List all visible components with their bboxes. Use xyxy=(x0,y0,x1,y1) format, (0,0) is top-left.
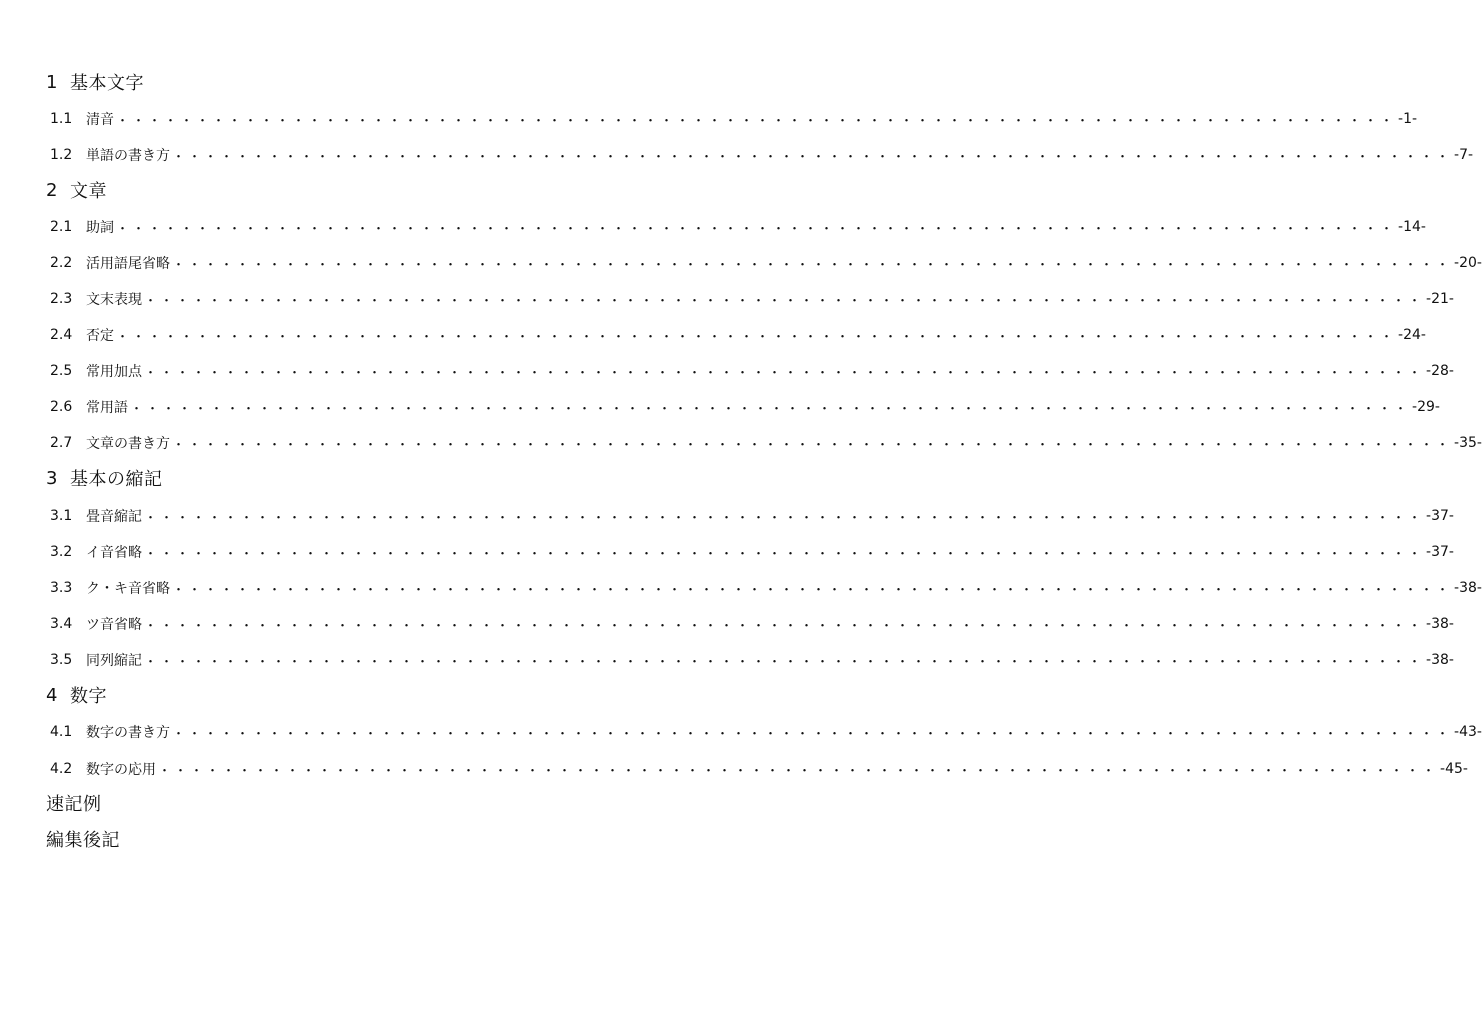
toc-chapter-examples[interactable] xyxy=(46,791,102,815)
section-title: 数字の書き方 xyxy=(86,725,170,741)
page-number: -24- xyxy=(1398,327,1426,343)
toc-section-4-2[interactable] xyxy=(50,757,1468,781)
toc-section-2-6[interactable] xyxy=(50,395,1440,419)
toc-section-4-1[interactable] xyxy=(50,720,1482,744)
chapter-title: 文章 xyxy=(70,181,107,202)
dot-leader: ・・・・・・・・・・・・・・・・・・・・・・・・・・・・・・・・・・・・・・・・・・・・・・・・・・・・・・・・・・・・・・・・・・・・・・・・・・・・・・・・ xyxy=(172,437,1453,453)
toc-chapter-2[interactable] xyxy=(46,178,107,202)
dot-leader: ・・・・・・・・・・・・・・・・・・・・・・・・・・・・・・・・・・・・・・・・・・・・・・・・・・・・・・・・・・・・・・・・・・・・・・・・・・・・・・・・ xyxy=(144,654,1425,670)
section-number: 2.5 xyxy=(50,363,73,379)
toc-section-3-4[interactable] xyxy=(50,612,1454,636)
page-number: -38- xyxy=(1426,652,1454,668)
chapter-title: 数字 xyxy=(70,686,107,707)
page-number: -14- xyxy=(1398,219,1426,235)
page-number: -45- xyxy=(1440,761,1468,777)
chapter-number: 3 xyxy=(46,467,58,489)
dot-leader: ・・・・・・・・・・・・・・・・・・・・・・・・・・・・・・・・・・・・・・・・・・・・・・・・・・・・・・・・・・・・・・・・・・・・・・・・・・・・・・・・ xyxy=(144,293,1425,309)
page-number: -1- xyxy=(1398,111,1418,127)
dot-leader: ・・・・・・・・・・・・・・・・・・・・・・・・・・・・・・・・・・・・・・・・・・・・・・・・・・・・・・・・・・・・・・・・・・・・・・・・・・・・・・・・ xyxy=(172,257,1453,273)
section-number: 3.3 xyxy=(50,580,73,596)
dot-leader: ・・・・・・・・・・・・・・・・・・・・・・・・・・・・・・・・・・・・・・・・・・・・・・・・・・・・・・・・・・・・・・・・・・・・・・・・・・・・・・・・ xyxy=(144,618,1425,634)
page-number: -38- xyxy=(1426,616,1454,632)
dot-leader: ・・・・・・・・・・・・・・・・・・・・・・・・・・・・・・・・・・・・・・・・・・・・・・・・・・・・・・・・・・・・・・・・・・・・・・・・・・・・・・・・ xyxy=(144,365,1425,381)
section-title: 数字の応用 xyxy=(86,762,156,778)
page-number: -37- xyxy=(1426,508,1454,524)
page-number: -20- xyxy=(1454,255,1482,271)
page-number: -28- xyxy=(1426,363,1454,379)
section-title: 清音 xyxy=(86,112,114,128)
toc-section-1-2[interactable] xyxy=(50,143,1474,167)
page-number: -38- xyxy=(1454,580,1482,596)
toc-section-2-1[interactable] xyxy=(50,215,1426,239)
dot-leader: ・・・・・・・・・・・・・・・・・・・・・・・・・・・・・・・・・・・・・・・・・・・・・・・・・・・・・・・・・・・・・・・・・・・・・・・・・・・・・・・・ xyxy=(172,582,1453,598)
section-number: 2.3 xyxy=(50,291,73,307)
toc-section-3-5[interactable] xyxy=(50,648,1454,672)
section-title: 畳音縮記 xyxy=(86,509,142,525)
section-title: 単語の書き方 xyxy=(86,148,170,164)
section-title: 文末表現 xyxy=(86,292,142,308)
toc-section-2-5[interactable] xyxy=(50,359,1454,383)
chapter-number: 2 xyxy=(46,179,58,201)
page-number: -29- xyxy=(1412,399,1440,415)
toc-chapter-afterword[interactable] xyxy=(46,827,120,851)
dot-leader: ・・・・・・・・・・・・・・・・・・・・・・・・・・・・・・・・・・・・・・・・・・・・・・・・・・・・・・・・・・・・・・・・・・・・・・・・・・・・・・・・ xyxy=(172,149,1453,165)
section-number: 3.5 xyxy=(50,652,73,668)
dot-leader: ・・・・・・・・・・・・・・・・・・・・・・・・・・・・・・・・・・・・・・・・・・・・・・・・・・・・・・・・・・・・・・・・・・・・・・・・・・・・・・・・ xyxy=(172,726,1453,742)
section-title: 常用語 xyxy=(86,400,128,416)
dot-leader: ・・・・・・・・・・・・・・・・・・・・・・・・・・・・・・・・・・・・・・・・・・・・・・・・・・・・・・・・・・・・・・・・・・・・・・・・・・・・・・・・ xyxy=(144,546,1425,562)
chapter-number: 4 xyxy=(46,684,58,706)
section-number: 2.4 xyxy=(50,327,73,343)
section-number: 3.2 xyxy=(50,544,73,560)
toc-section-3-3[interactable] xyxy=(50,576,1482,600)
dot-leader: ・・・・・・・・・・・・・・・・・・・・・・・・・・・・・・・・・・・・・・・・・・・・・・・・・・・・・・・・・・・・・・・・・・・・・・・・・・・・・・・・ xyxy=(116,113,1397,129)
toc-section-2-7[interactable] xyxy=(50,431,1482,455)
dot-leader: ・・・・・・・・・・・・・・・・・・・・・・・・・・・・・・・・・・・・・・・・・・・・・・・・・・・・・・・・・・・・・・・・・・・・・・・・・・・・・・・・ xyxy=(144,510,1425,526)
section-number: 3.4 xyxy=(50,616,73,632)
section-number: 2.1 xyxy=(50,219,73,235)
toc-section-3-1[interactable] xyxy=(50,504,1454,528)
section-title: 文章の書き方 xyxy=(86,436,170,452)
section-number: 2.6 xyxy=(50,399,73,415)
toc-section-2-4[interactable] xyxy=(50,323,1426,347)
section-title: ツ音省略 xyxy=(86,617,142,633)
toc-chapter-3[interactable] xyxy=(46,466,163,490)
dot-leader: ・・・・・・・・・・・・・・・・・・・・・・・・・・・・・・・・・・・・・・・・・・・・・・・・・・・・・・・・・・・・・・・・・・・・・・・・・・・・・・・・ xyxy=(116,329,1397,345)
page-number: -35- xyxy=(1454,435,1482,451)
section-title: 助詞 xyxy=(86,220,114,236)
toc-section-1-1[interactable] xyxy=(50,107,1418,131)
section-title: 常用加点 xyxy=(86,364,142,380)
toc-section-3-2[interactable] xyxy=(50,540,1454,564)
dot-leader: ・・・・・・・・・・・・・・・・・・・・・・・・・・・・・・・・・・・・・・・・・・・・・・・・・・・・・・・・・・・・・・・・・・・・・・・・・・・・・・・・ xyxy=(130,401,1411,417)
chapter-title: 基本の縮記 xyxy=(70,469,163,490)
page-number: -43- xyxy=(1454,724,1482,740)
section-title: ク・キ音省略 xyxy=(86,581,170,597)
section-number: 1.2 xyxy=(50,147,73,163)
section-title: イ音省略 xyxy=(86,545,142,561)
toc-chapter-4[interactable] xyxy=(46,683,107,707)
dot-leader: ・・・・・・・・・・・・・・・・・・・・・・・・・・・・・・・・・・・・・・・・・・・・・・・・・・・・・・・・・・・・・・・・・・・・・・・・・・・・・・・・ xyxy=(158,763,1439,779)
section-title: 活用語尾省略 xyxy=(86,256,170,272)
section-number: 2.2 xyxy=(50,255,73,271)
toc-section-2-2[interactable] xyxy=(50,251,1482,275)
page-number: -21- xyxy=(1426,291,1454,307)
chapter-title: 編集後記 xyxy=(46,830,120,851)
toc-section-2-3[interactable] xyxy=(50,287,1454,311)
toc-chapter-1[interactable] xyxy=(46,70,144,94)
chapter-title: 基本文字 xyxy=(70,73,144,94)
section-title: 同列縮記 xyxy=(86,653,142,669)
chapter-number: 1 xyxy=(46,71,58,93)
section-number: 4.1 xyxy=(50,724,73,740)
page-number: -7- xyxy=(1454,147,1474,163)
section-number: 1.1 xyxy=(50,111,73,127)
section-number: 2.7 xyxy=(50,435,73,451)
page-number: -37- xyxy=(1426,544,1454,560)
section-number: 4.2 xyxy=(50,761,73,777)
section-title: 否定 xyxy=(86,328,114,344)
dot-leader: ・・・・・・・・・・・・・・・・・・・・・・・・・・・・・・・・・・・・・・・・・・・・・・・・・・・・・・・・・・・・・・・・・・・・・・・・・・・・・・・・ xyxy=(116,221,1397,237)
section-number: 3.1 xyxy=(50,508,73,524)
chapter-title: 速記例 xyxy=(46,794,102,815)
